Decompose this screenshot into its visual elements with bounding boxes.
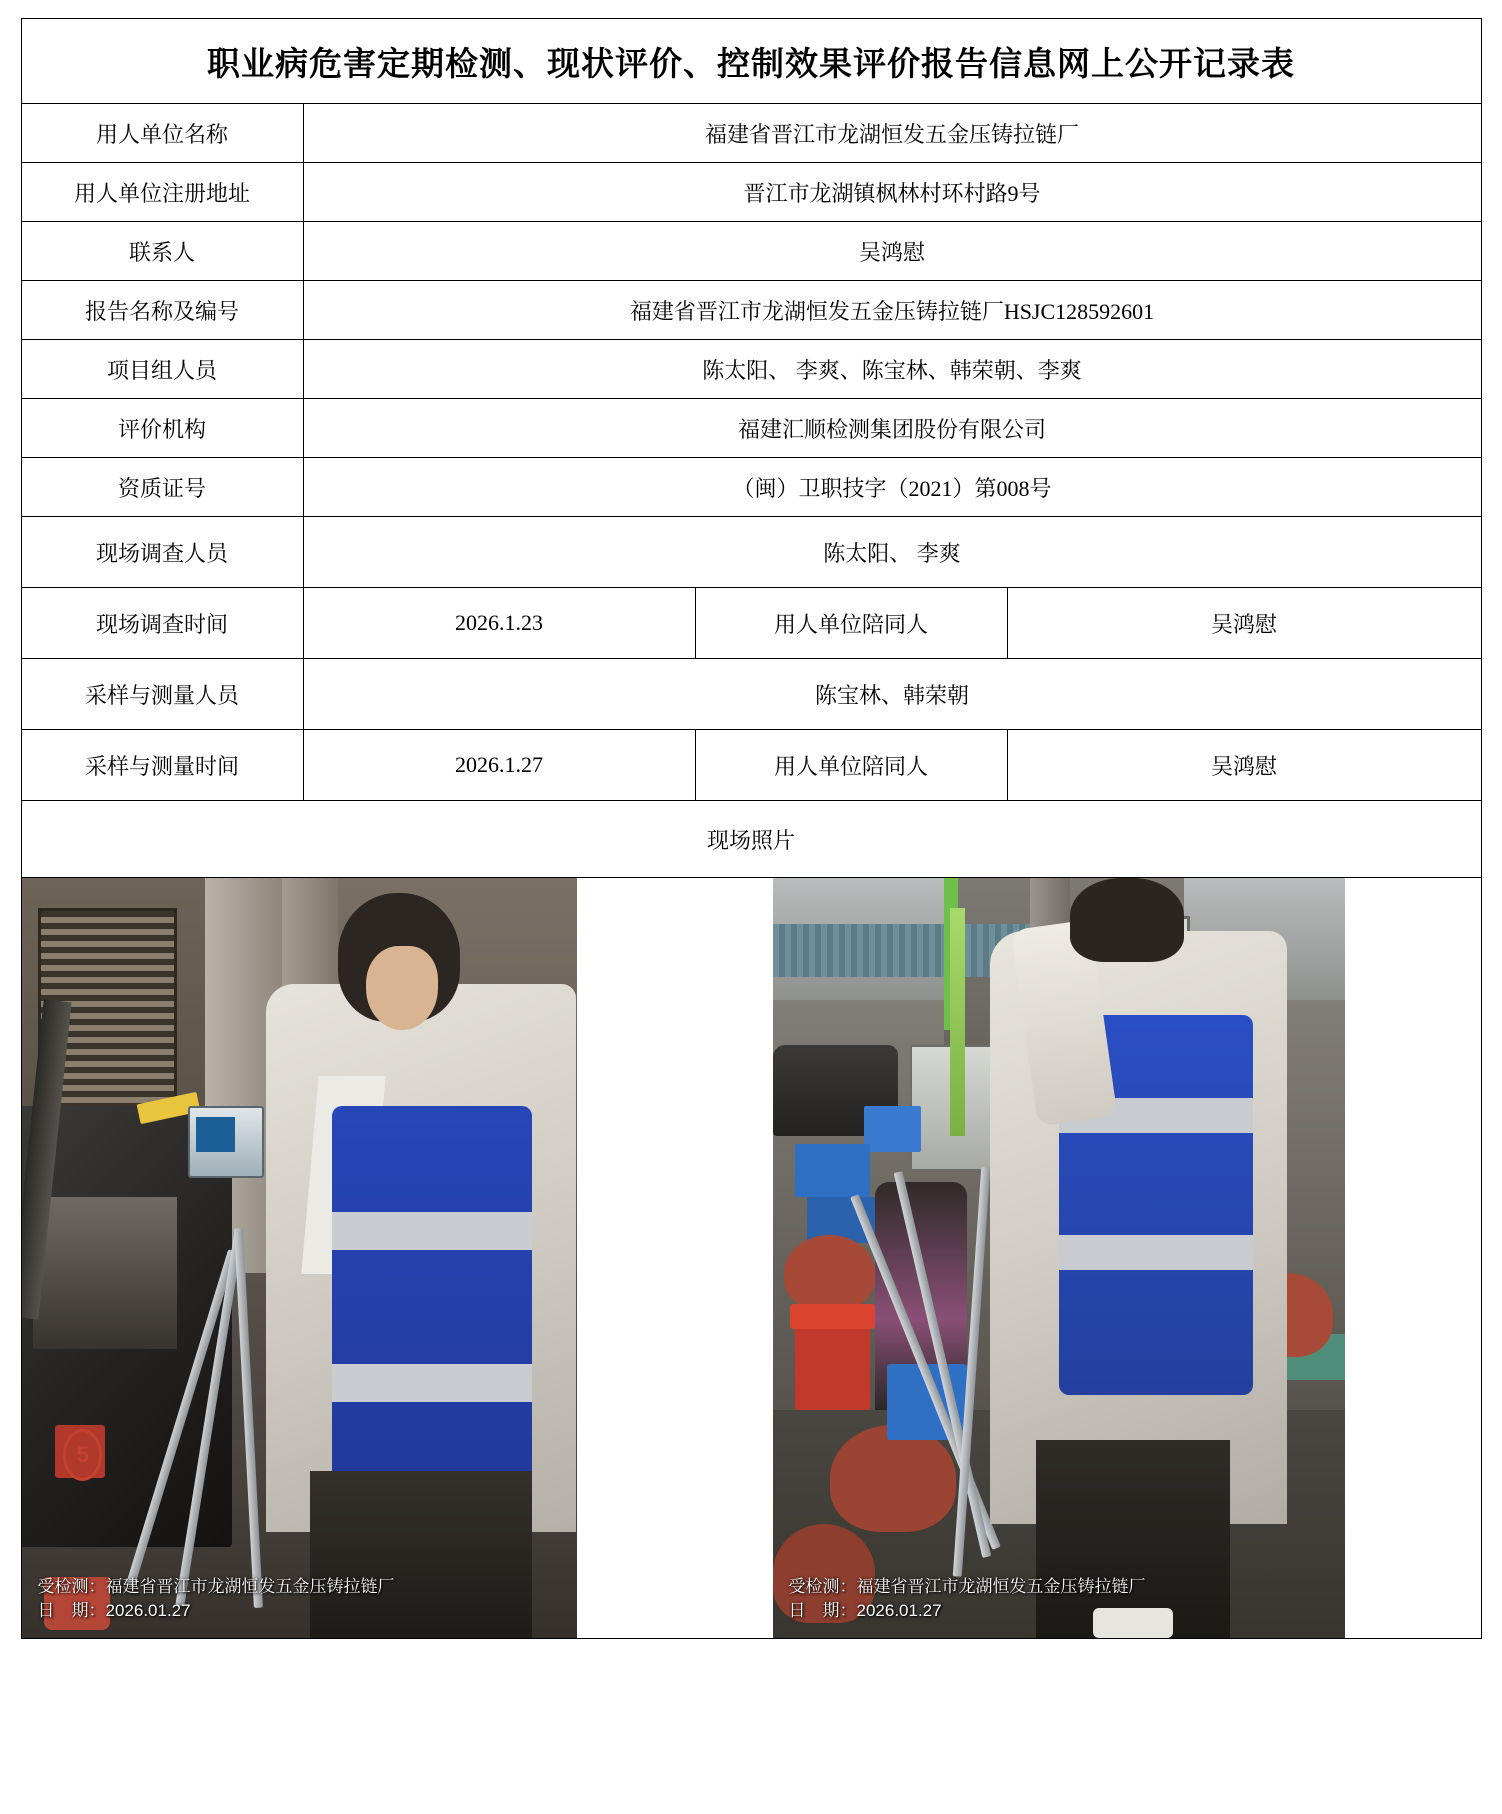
- photo-spacer: [577, 878, 773, 1638]
- photo-right-scene: [773, 878, 1345, 1638]
- photo-gallery: [22, 878, 1481, 1638]
- field-value-sampling-date: 2026.1.27: [303, 730, 695, 801]
- field-value-project-team: 陈太阳、 李爽、陈宝林、韩荣朝、李爽: [303, 340, 1481, 399]
- photo-left-stamp-line2: 日 期：2026.01.27: [37, 1601, 191, 1621]
- title-row: [21, 19, 1481, 104]
- photo-right-stamp-line1: 受检测：福建省晋江市龙湖恒发五金压铸拉链厂: [788, 1576, 1146, 1596]
- field-label-site-survey-date: 现场调查时间: [21, 588, 303, 659]
- field-value-survey-companion: 吴鸿慰: [1007, 588, 1481, 659]
- field-label-registered-address: 用人单位注册地址: [21, 163, 303, 222]
- field-label-project-team: 项目组人员: [21, 340, 303, 399]
- field-label-assessment-agency: 评价机构: [21, 399, 303, 458]
- field-value-qualification-number: （闽）卫职技字（2021）第008号: [303, 458, 1481, 517]
- field-label-sampling-companion: 用人单位陪同人: [695, 730, 1007, 801]
- photo-right-stamp-line2: 日 期：2026.01.27: [788, 1601, 942, 1621]
- record-form-table: [21, 18, 1482, 1639]
- field-label-site-survey-staff: 现场调查人员: [21, 517, 303, 588]
- photos-header-row: [21, 801, 1481, 878]
- field-value-sampling-staff: 陈宝林、韩荣朝: [303, 659, 1481, 730]
- field-value-site-survey-date: 2026.1.23: [303, 588, 695, 659]
- field-label-contact-person: 联系人: [21, 222, 303, 281]
- photo-left-scene: [22, 878, 577, 1638]
- table-row: [21, 458, 1481, 517]
- field-label-sampling-date: 采样与测量时间: [21, 730, 303, 801]
- field-label-survey-companion: 用人单位陪同人: [695, 588, 1007, 659]
- field-value-assessment-agency: 福建汇顺检测集团股份有限公司: [303, 399, 1481, 458]
- field-value-registered-address: 晋江市龙湖镇枫林村环村路9号: [303, 163, 1481, 222]
- field-value-sampling-companion: 吴鸿慰: [1007, 730, 1481, 801]
- table-row: [21, 340, 1481, 399]
- table-row: [21, 163, 1481, 222]
- table-row: [21, 222, 1481, 281]
- photo-right: [773, 878, 1345, 1638]
- table-row: [21, 281, 1481, 340]
- field-value-contact-person: 吴鸿慰: [303, 222, 1481, 281]
- photo-right-stamp: [789, 1575, 1146, 1624]
- machine-marker-number: 5: [63, 1429, 102, 1481]
- table-row: [21, 104, 1481, 163]
- table-row: [21, 659, 1481, 730]
- photo-left-stamp: [38, 1575, 395, 1624]
- field-value-report-name-number: 福建省晋江市龙湖恒发五金压铸拉链厂HSJC128592601: [303, 281, 1481, 340]
- field-label-sampling-staff: 采样与测量人员: [21, 659, 303, 730]
- photos-container: [21, 878, 1481, 1639]
- field-label-qualification-number: 资质证号: [21, 458, 303, 517]
- sampling-probe-shape: [950, 908, 965, 1136]
- field-value-site-survey-staff: 陈太阳、 李爽: [303, 517, 1481, 588]
- table-row: [21, 588, 1481, 659]
- table-row: [21, 517, 1481, 588]
- field-value-employer-name: 福建省晋江市龙湖恒发五金压铸拉链厂: [303, 104, 1481, 163]
- photos-section-label: 现场照片: [21, 801, 1481, 878]
- table-row: [21, 730, 1481, 801]
- field-label-employer-name: 用人单位名称: [21, 104, 303, 163]
- photo-left-stamp-line1: 受检测：福建省晋江市龙湖恒发五金压铸拉链厂: [37, 1576, 395, 1596]
- table-row: [21, 399, 1481, 458]
- photos-row: [21, 878, 1481, 1639]
- page-title: 职业病危害定期检测、现状评价、控制效果评价报告信息网上公开记录表: [21, 19, 1481, 104]
- safety-vest-shape: [332, 1106, 532, 1486]
- field-label-report-name-number: 报告名称及编号: [21, 281, 303, 340]
- photo-left: [22, 878, 577, 1638]
